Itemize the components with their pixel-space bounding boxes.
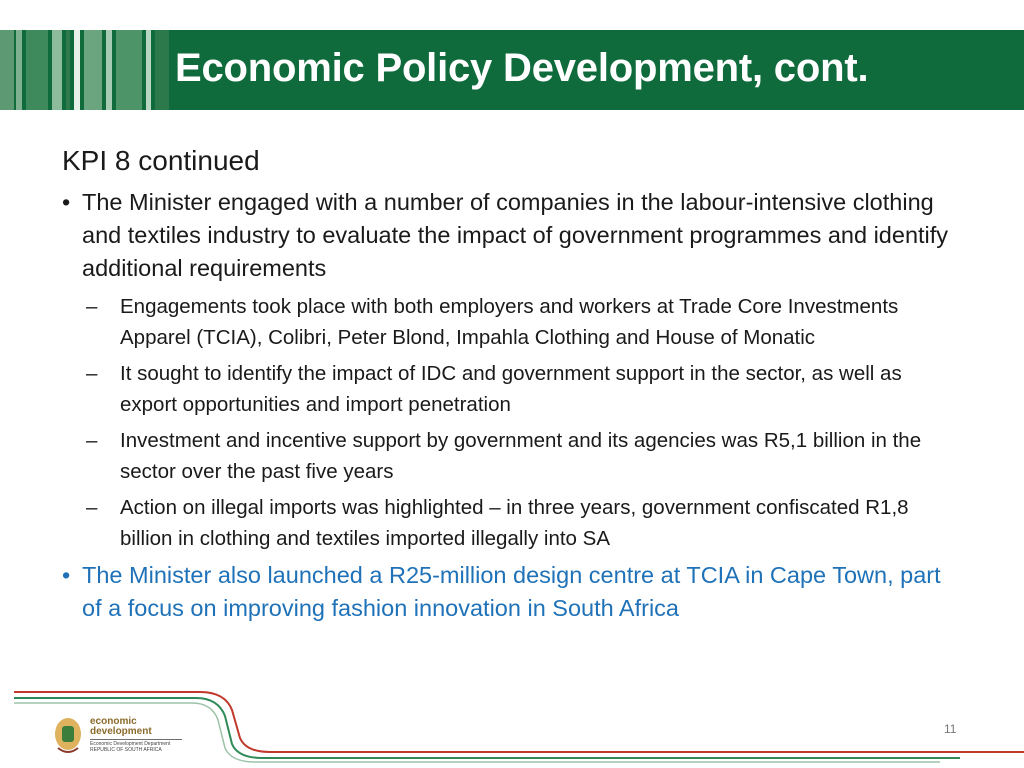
- bullet-mark: •: [62, 562, 71, 588]
- logo-line-2: development: [90, 726, 152, 737]
- sub-bullet-item: [62, 425, 962, 487]
- sub-bullet-item: [62, 358, 962, 420]
- logo-line-1: economic: [90, 716, 137, 727]
- sub-bullet-text: Investment and incentive support by government and its agencies was R5,1 billion in the sector over the past five years: [120, 429, 922, 483]
- logo-line-4: REPUBLIC OF SOUTH AFRICA: [90, 747, 162, 753]
- decorative-stripes: [0, 30, 180, 110]
- page-number: 11: [944, 722, 957, 736]
- sub-bullet-text: It sought to identify the impact of IDC and government support in the sector, as well as export opportunities and import penetration: [120, 362, 902, 416]
- bullet-text: The Minister engaged with a number of companies in the labour-intensive clothing and textiles industry to evaluate the impact of government programmes and identify additional requirements: [82, 189, 949, 281]
- sub-bullet-item: [62, 291, 962, 353]
- sub-bullet-text: Engagements took place with both employers and workers at Trade Core Investments Apparel (TCIA), Colibri, Peter Blond, Impahla Clothing and House of Monatic: [120, 295, 899, 349]
- logo-line-3: Economic Development Department: [90, 741, 171, 747]
- logo-subtext: [90, 741, 180, 753]
- bullet-text: The Minister also launched a R25-million design centre at TCIA in Cape Town, part of a focus on improving fashion innovation in South Africa: [82, 562, 941, 621]
- dash-mark: –: [86, 429, 98, 452]
- dash-mark: –: [86, 295, 98, 318]
- sub-bullet-text: Action on illegal imports was highlighted – in three years, government confiscated R1,8 billion in clothing and textiles imported illegally into SA: [120, 496, 909, 550]
- bullet-item: [62, 186, 962, 285]
- page-title: Economic Policy Development, cont.: [175, 46, 869, 90]
- title-banner: [0, 30, 1024, 110]
- slide-body: [62, 144, 962, 631]
- sub-bullet-item: [62, 492, 962, 554]
- dash-mark: –: [86, 362, 98, 385]
- dash-mark: –: [86, 496, 98, 519]
- logo-wordmark: [90, 717, 152, 737]
- bullet-mark: •: [62, 189, 71, 215]
- bullet-item-highlight: [62, 559, 962, 625]
- subheading: KPI 8 continued: [62, 145, 260, 176]
